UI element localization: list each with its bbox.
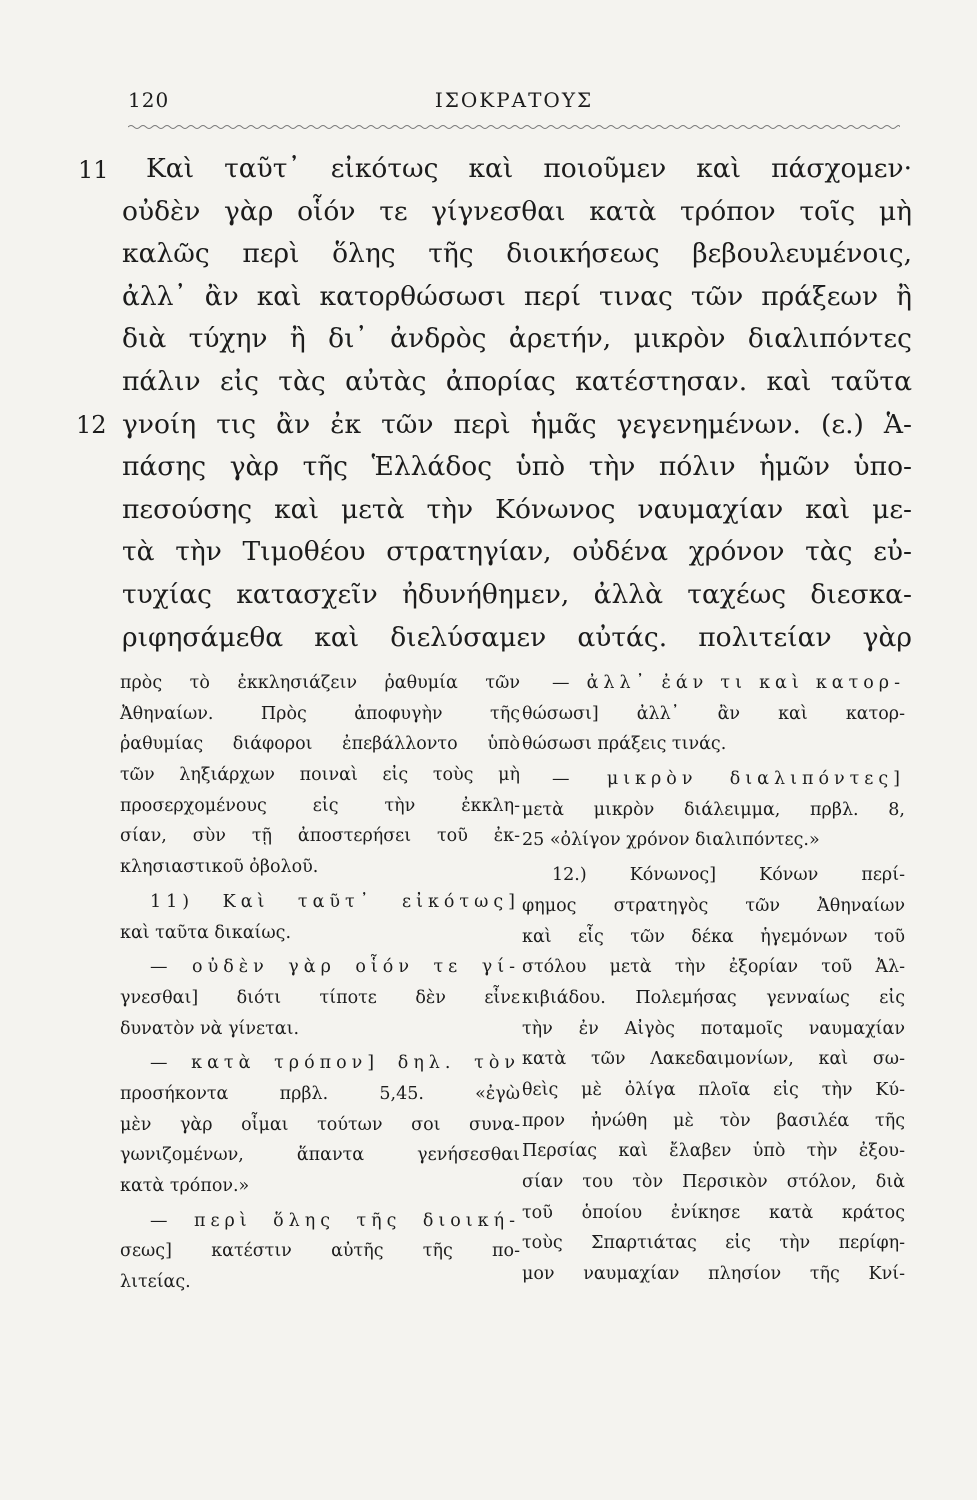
note-line: Περσίας καὶ ἔλαβεν ὑπὸ τὴν ἐξου- xyxy=(522,1141,905,1162)
text-line: τὰ τὴν Τιμοθέου στρατηγίαν, οὐδένα χρόνον τὰς εὐ- xyxy=(122,536,912,568)
note-line: προσήκοντα πρβλ. 5,45. «ἐγὼ xyxy=(120,1083,520,1104)
note-line: ῥαθυμίας διάφοροι ἐπεβάλλοντο ὑπὸ xyxy=(120,734,520,755)
text-line: οὐδὲν γὰρ οἷόν τε γίγνεσθαι κατὰ τρόπον τοῖς μὴ xyxy=(122,195,912,227)
note-line: πρὸς τὸ ἐκκλησιάζειν ῥαθυμία τῶν xyxy=(120,673,520,693)
note-line: στόλου μετὰ τὴν ἐξορίαν τοῦ Ἀλ- xyxy=(522,957,905,978)
note-line: κατὰ τῶν Λακεδαιμονίων, καὶ σω- xyxy=(522,1049,905,1070)
note-line: λιτείας. xyxy=(120,1272,191,1293)
text-line: Καὶ ταῦτ᾽ εἰκότως καὶ ποιοῦμεν καὶ πάσχομεν· xyxy=(146,153,912,184)
note-line: καὶ εἷς τῶν δέκα ἡγεμόνων τοῦ xyxy=(522,926,905,947)
note-line: φημος στρατηγὸς τῶν Ἀθηναίων xyxy=(522,895,905,916)
header-wavy-rule xyxy=(128,124,900,130)
note-lemma: — μικρὸν διαλιπόντες] xyxy=(552,769,905,790)
page-header xyxy=(128,88,900,118)
commentary-left-column xyxy=(120,668,520,1298)
page-number: 120 xyxy=(128,88,170,112)
note-lemma: — οὐδὲν γὰρ οἷόν τε γί- xyxy=(150,957,520,978)
note-lemma: 11) Καὶ ταῦτ᾽ εἰκότως] xyxy=(150,891,520,912)
note-line: γωνιζομένων, ἅπαντα γενήσεσθαι xyxy=(120,1145,520,1166)
text-line: ἀλλ᾽ ἂν καὶ κατορθώσωσι περί τινας τῶν πράξεων ἢ xyxy=(122,280,912,312)
note-lemma: — περὶ ὅλης τῆς διοική- xyxy=(150,1210,520,1231)
text-line: διὰ τύχην ἢ δι᾽ ἀνδρὸς ἀρετήν, μικρὸν διαλιπόντες xyxy=(122,323,912,355)
text-line: πάλιν εἰς τὰς αὐτὰς ἀπορίας κατέστησαν. καὶ ταῦτα xyxy=(122,365,912,397)
note-line: κατὰ τρόπον.» xyxy=(120,1176,250,1196)
note-line: μον ναυμαχίαν πλησίον τῆς Κνί- xyxy=(522,1264,905,1285)
note-line: δυνατὸν νὰ γίνεται. xyxy=(120,1018,300,1039)
note-line: σίαν, σὺν τῇ ἀποστερήσει τοῦ ἐκ- xyxy=(120,826,520,847)
text-line: ριφησάμεθα καὶ διελύσαμεν αὐτάς. πολιτείαν γὰρ xyxy=(122,621,912,653)
note-line: θώσωσι πράξεις τινάς. xyxy=(522,734,727,755)
note-line: κιβιάδου. Πολεμήσας γενναίως εἰς xyxy=(522,987,905,1008)
commentary-right-column xyxy=(522,668,905,1290)
running-title: ΙΣΟΚΡΑΤΟΥΣ xyxy=(434,88,594,112)
note-line: θεὶς μὲ ὀλίγα πλοῖα εἰς τὴν Κύ- xyxy=(522,1079,905,1100)
note-line: 25 «ὀλίγον χρόνον διαλιπόντες.» xyxy=(522,830,820,851)
note-lemma: — κατὰ τρόπον] δηλ. τὸν xyxy=(150,1053,520,1074)
note-line: καὶ ταῦτα δικαίως. xyxy=(120,922,292,943)
text-line: πάσης γὰρ τῆς Ἑλλάδος ὑπὸ τὴν πόλιν ἡμῶν ὑπο- xyxy=(122,451,912,483)
note-line: τοὺς Σπαρτιάτας εἰς τὴν περίφη- xyxy=(522,1233,905,1254)
text-line: τυχίας κατασχεῖν ἠδυνήθημεν, ἀλλὰ ταχέως διεσκα- xyxy=(122,578,912,610)
section-number-12: 12 xyxy=(76,411,107,439)
note-lemma: 12.) Κόνωνος] Κόνων περί- xyxy=(552,865,905,886)
text-line: πεσούσης καὶ μετὰ τὴν Κόνωνος ναυμαχίαν καὶ με- xyxy=(122,493,912,525)
note-line: τῶν ληξιάρχων ποιναὶ εἰς τοὺς μὴ xyxy=(120,765,520,786)
note-line: σίαν του τὸν Περσικὸν στόλον, διὰ xyxy=(522,1172,905,1192)
note-line: σεως] κατέστιν αὐτῆς τῆς πο- xyxy=(120,1241,520,1262)
text-line: καλῶς περὶ ὅλης τῆς διοικήσεως βεβουλευμένοις, xyxy=(122,238,912,270)
note-line: τοῦ ὁποίου ἐνίκησε κατὰ κράτος xyxy=(522,1202,905,1223)
note-lemma: — ἀλλ᾽ ἐάν τι καὶ κατορ- xyxy=(552,673,905,693)
note-line: θώσωσι] ἀλλ᾽ ἂν καὶ κατορ- xyxy=(522,703,905,724)
section-number-11: 11 xyxy=(78,156,109,184)
note-line: κλησιαστικοῦ ὀβολοῦ. xyxy=(120,857,319,878)
note-line: γνεσθαι] διότι τίποτε δὲν εἶνε xyxy=(120,987,520,1008)
note-line: μετὰ μικρὸν διάλειμμα, πρβλ. 8, xyxy=(522,799,905,820)
note-line: τὴν ἐν Αἰγὸς ποταμοῖς ναυμαχίαν xyxy=(522,1018,905,1039)
note-line: μὲν γὰρ οἶμαι τούτων σοι συνα- xyxy=(120,1114,520,1135)
main-text xyxy=(122,148,912,659)
text-line: γνοίη τις ἂν ἐκ τῶν περὶ ἡμᾶς γεγενημένων. (ε.) Ἁ- xyxy=(122,408,912,440)
note-line: προσερχομένους εἰς τὴν ἐκκλη- xyxy=(120,795,520,816)
note-line: προν ἠνώθη μὲ τὸν βασιλέα τῆς xyxy=(522,1110,905,1131)
note-line: Ἀθηναίων. Πρὸς ἀποφυγὴν τῆς xyxy=(120,703,520,724)
